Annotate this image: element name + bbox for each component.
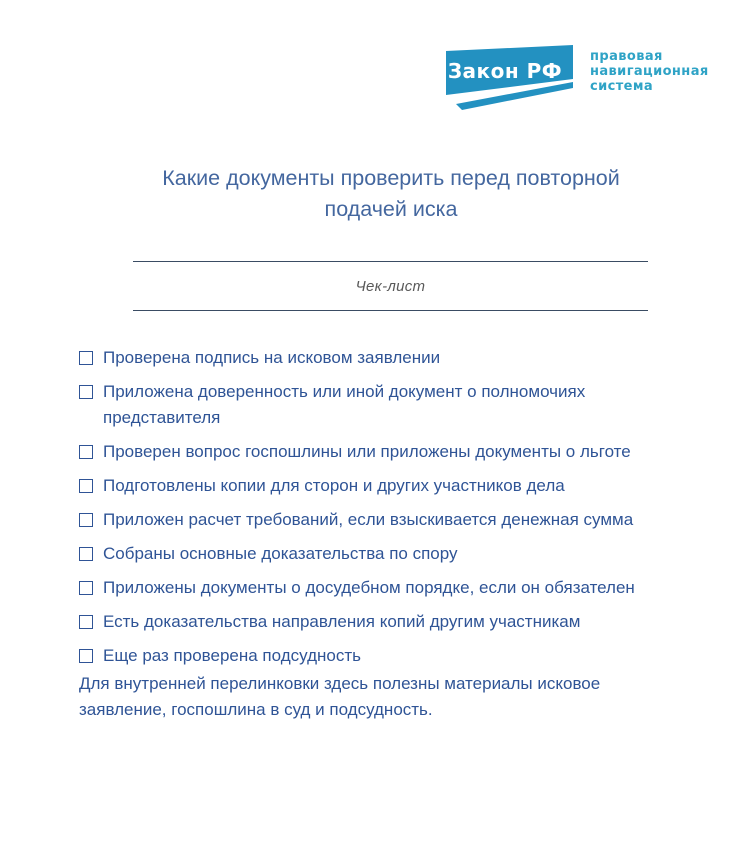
checkbox-icon[interactable] (79, 513, 93, 527)
brand-tagline-line: система (590, 79, 654, 94)
checklist-item (79, 575, 665, 601)
checklist-item-label: Еще раз проверена подсудность (103, 646, 361, 665)
section-divider (133, 261, 648, 311)
checkbox-icon[interactable] (79, 445, 93, 459)
checklist-item (79, 345, 665, 371)
checkbox-icon[interactable] (79, 649, 93, 663)
checklist-item-label: Приложена доверенность или иной документ о полномочиях представителя (103, 382, 586, 427)
brand-flag-icon (443, 42, 578, 110)
checklist-item-label: Собраны основные доказательства по спору (103, 544, 458, 563)
checklist-item (79, 379, 665, 431)
page-title: Какие документы проверить перед повторной подачей иска (162, 166, 620, 221)
footer-note: Для внутренней перелинковки здесь полезны материалы исковое заявление, госпошлина в суд и подсудность. (79, 674, 601, 719)
section-label: Чек-лист (355, 277, 426, 295)
brand-name: Закон РФ (447, 59, 563, 83)
checkbox-icon[interactable] (79, 547, 93, 561)
checklist-item (79, 473, 665, 499)
checklist-item-label: Проверена подпись на исковом заявлении (103, 348, 441, 367)
checklist-item (79, 643, 665, 669)
checkbox-icon[interactable] (79, 615, 93, 629)
brand-logo (443, 42, 709, 110)
checklist-item (79, 541, 665, 567)
checklist (79, 345, 665, 677)
checkbox-icon[interactable] (79, 351, 93, 365)
checklist-item (79, 507, 665, 533)
checklist-item (79, 609, 665, 635)
brand-tagline-line: правовая (590, 49, 663, 64)
checklist-item-label: Есть доказательства направления копий другим участникам (103, 612, 581, 631)
checklist-item-label: Приложены документы о досудебном порядке, если он обязателен (103, 578, 635, 597)
checkbox-icon[interactable] (79, 581, 93, 595)
checklist-item-label: Проверен вопрос госпошлины или приложены документы о льготе (103, 442, 631, 461)
checklist-item (79, 439, 665, 465)
brand-tagline-line: навигационная (590, 64, 709, 79)
checkbox-icon[interactable] (79, 479, 93, 493)
checkbox-icon[interactable] (79, 385, 93, 399)
checklist-item-label: Приложен расчет требований, если взыскивается денежная сумма (103, 510, 634, 529)
checklist-item-label: Подготовлены копии для сторон и других участников дела (103, 476, 565, 495)
brand-tagline (590, 42, 709, 94)
